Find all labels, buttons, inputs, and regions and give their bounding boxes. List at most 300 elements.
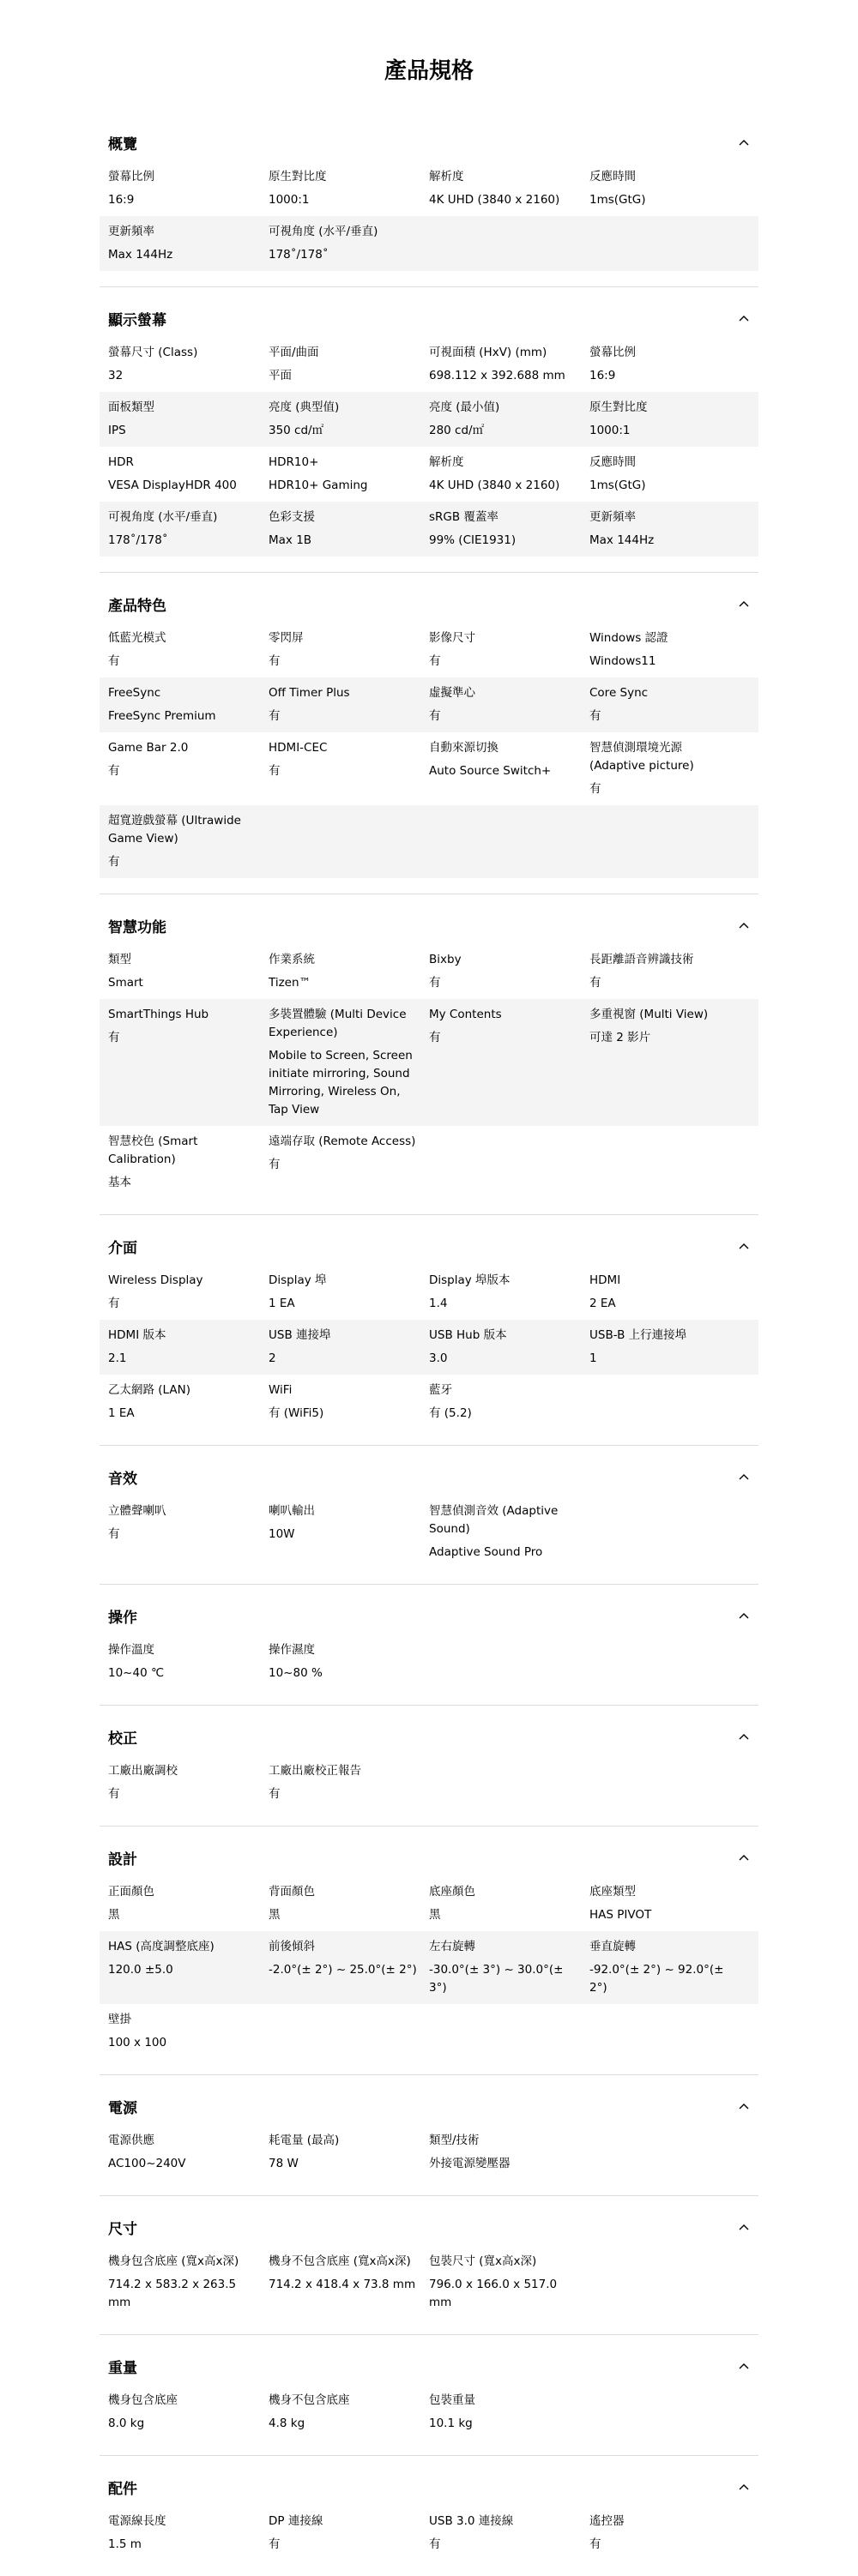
spec-item bbox=[429, 1381, 589, 1423]
spec-label: SmartThings Hub bbox=[108, 1008, 209, 1021]
spec-item bbox=[429, 2132, 589, 2173]
spec-label: 智慧偵測音效 (Adaptive Sound) bbox=[429, 1504, 559, 1536]
spec-item bbox=[269, 2392, 429, 2433]
spec-item bbox=[108, 223, 269, 264]
spec-value: 有 bbox=[108, 1787, 120, 1801]
spec-label: 更新頻率 bbox=[589, 510, 636, 524]
spec-item bbox=[589, 399, 750, 440]
spec-item bbox=[269, 951, 429, 992]
spec-item bbox=[429, 1327, 589, 1368]
spec-value: 1 bbox=[589, 1351, 597, 1365]
spec-section bbox=[100, 1214, 758, 1445]
spec-label: Wireless Display bbox=[108, 1273, 203, 1287]
spec-label: 螢幕尺寸 (Class) bbox=[108, 346, 198, 359]
spec-label: 影像尺寸 bbox=[429, 631, 475, 645]
spec-value: 4.8 kg bbox=[269, 2417, 305, 2430]
spec-value: 有 bbox=[589, 976, 601, 990]
spec-value: 1ms(GtG) bbox=[589, 478, 646, 492]
spec-rows bbox=[100, 337, 758, 572]
chevron-up-icon[interactable] bbox=[738, 919, 750, 931]
section-header[interactable] bbox=[100, 299, 758, 337]
spec-item bbox=[269, 454, 429, 495]
spec-value: 178˚/178˚ bbox=[108, 533, 168, 547]
spec-row bbox=[100, 1320, 758, 1375]
spec-row bbox=[100, 999, 758, 1126]
spec-label: 面板類型 bbox=[108, 400, 154, 414]
section-title: 音效 bbox=[108, 1470, 137, 1488]
spec-rows bbox=[100, 944, 758, 1214]
spec-value: Tizen™ bbox=[269, 976, 311, 990]
spec-item bbox=[108, 344, 269, 385]
spec-value: 有 bbox=[429, 1031, 441, 1044]
spec-item bbox=[108, 1327, 269, 1368]
spec-item bbox=[108, 684, 269, 725]
spec-value: 10W bbox=[269, 1527, 295, 1541]
spec-item bbox=[108, 629, 269, 671]
spec-item bbox=[269, 1381, 429, 1423]
spec-label: 零閃屏 bbox=[269, 631, 304, 645]
spec-value: 有 bbox=[269, 1158, 281, 1171]
spec-rows bbox=[100, 1634, 758, 1705]
spec-value: 178˚/178˚ bbox=[269, 248, 329, 262]
spec-item bbox=[429, 629, 589, 671]
spec-row bbox=[100, 447, 758, 502]
spec-item bbox=[589, 2513, 750, 2554]
spec-value: Max 144Hz bbox=[589, 533, 655, 547]
spec-value: Max 144Hz bbox=[108, 248, 173, 262]
spec-value: Auto Source Switch+ bbox=[429, 764, 552, 778]
spec-item bbox=[429, 344, 589, 385]
spec-item bbox=[108, 739, 269, 798]
chevron-up-icon[interactable] bbox=[738, 2360, 750, 2372]
spec-label: 反應時間 bbox=[589, 455, 636, 469]
spec-section bbox=[100, 1826, 758, 2074]
spec-item bbox=[589, 1327, 750, 1368]
spec-label: 超寬遊戲螢幕 (Ultrawide Game View) bbox=[108, 814, 241, 846]
spec-row bbox=[100, 1496, 758, 1568]
spec-label: 更新頻率 bbox=[108, 225, 154, 238]
spec-rows bbox=[100, 161, 758, 286]
spec-label: 遙控器 bbox=[589, 2514, 625, 2528]
spec-label: 包裝重量 bbox=[429, 2393, 475, 2407]
spec-item bbox=[429, 509, 589, 550]
spec-value: 714.2 x 583.2 x 263.5 mm bbox=[108, 2278, 237, 2309]
spec-value: 黑 bbox=[429, 1908, 441, 1922]
spec-item bbox=[429, 2513, 589, 2554]
spec-value: 1.4 bbox=[429, 1297, 448, 1310]
spec-label: 虛擬準心 bbox=[429, 686, 475, 700]
spec-value: Smart bbox=[108, 976, 143, 990]
spec-item bbox=[429, 1883, 589, 1924]
spec-value: 可達 2 影片 bbox=[589, 1031, 651, 1044]
spec-item bbox=[589, 1006, 750, 1119]
spec-value: VESA DisplayHDR 400 bbox=[108, 478, 237, 492]
spec-row bbox=[100, 732, 758, 805]
chevron-up-icon[interactable] bbox=[738, 136, 750, 148]
spec-row bbox=[100, 1755, 758, 1810]
spec-value: 有 bbox=[429, 2537, 441, 2551]
spec-item bbox=[589, 739, 750, 798]
section-title: 智慧功能 bbox=[108, 918, 166, 936]
spec-label: 多裝置體驗 (Multi Device Experience) bbox=[269, 1008, 407, 1039]
spec-label: 可視面積 (HxV) (mm) bbox=[429, 346, 547, 359]
spec-rows bbox=[100, 2506, 758, 2576]
spec-label: 耗電量 (最高) bbox=[269, 2134, 340, 2147]
spec-sections bbox=[0, 123, 858, 2576]
spec-row bbox=[100, 623, 758, 677]
spec-label: 多重視窗 (Multi View) bbox=[589, 1008, 709, 1021]
spec-section bbox=[100, 1445, 758, 1584]
spec-item bbox=[429, 168, 589, 209]
spec-label: 遠端存取 (Remote Access) bbox=[269, 1135, 416, 1148]
chevron-up-icon[interactable] bbox=[738, 1610, 750, 1622]
spec-item bbox=[269, 509, 429, 550]
spec-rows bbox=[100, 2385, 758, 2455]
spec-value: 外接電源變壓器 bbox=[429, 2157, 511, 2170]
spec-label: Windows 認證 bbox=[589, 631, 668, 645]
section-title: 設計 bbox=[108, 1851, 137, 1869]
spec-label: HDR10+ bbox=[269, 455, 319, 469]
spec-item bbox=[429, 2392, 589, 2433]
section-header[interactable] bbox=[100, 123, 758, 161]
section-header[interactable] bbox=[100, 906, 758, 944]
spec-item bbox=[589, 509, 750, 550]
spec-item bbox=[108, 1762, 269, 1803]
spec-item bbox=[269, 739, 429, 798]
spec-label: 平面/曲面 bbox=[269, 346, 319, 359]
spec-label: sRGB 覆蓋率 bbox=[429, 510, 498, 524]
spec-value: 1ms(GtG) bbox=[589, 193, 646, 207]
spec-value: 黑 bbox=[269, 1908, 281, 1922]
chevron-up-icon[interactable] bbox=[738, 598, 750, 610]
spec-item bbox=[269, 1006, 429, 1119]
spec-label: 作業系統 bbox=[269, 953, 315, 966]
spec-item bbox=[269, 1133, 429, 1192]
spec-item bbox=[108, 399, 269, 440]
spec-item bbox=[589, 1272, 750, 1313]
spec-value: -92.0°(± 2°) ~ 92.0°(± 2°) bbox=[589, 1963, 724, 1995]
spec-value: -2.0°(± 2°) ~ 25.0°(± 2°) bbox=[269, 1963, 417, 1977]
spec-row bbox=[100, 161, 758, 216]
spec-item bbox=[108, 2132, 269, 2173]
spec-section bbox=[100, 2074, 758, 2195]
spec-value: HDR10+ Gaming bbox=[269, 478, 368, 492]
spec-value: 有 bbox=[269, 2537, 281, 2551]
chevron-up-icon[interactable] bbox=[738, 1240, 750, 1252]
spec-label: 低藍光模式 bbox=[108, 631, 166, 645]
spec-value: 10~40 ℃ bbox=[108, 1666, 165, 1680]
spec-label: HDR bbox=[108, 455, 134, 469]
spec-value: Adaptive Sound Pro bbox=[429, 1545, 543, 1559]
spec-rows bbox=[100, 1755, 758, 1826]
spec-label: My Contents bbox=[429, 1008, 502, 1021]
spec-value: 有 (5.2) bbox=[429, 1406, 472, 1420]
spec-item bbox=[108, 1883, 269, 1924]
chevron-up-icon[interactable] bbox=[738, 312, 750, 324]
spec-item bbox=[589, 684, 750, 725]
spec-label: Game Bar 2.0 bbox=[108, 741, 189, 755]
spec-item bbox=[269, 168, 429, 209]
spec-label: USB Hub 版本 bbox=[429, 1328, 507, 1342]
spec-value: 3.0 bbox=[429, 1351, 448, 1365]
spec-value: 有 bbox=[589, 709, 601, 723]
section-header[interactable] bbox=[100, 1839, 758, 1876]
spec-value: 有 bbox=[429, 976, 441, 990]
spec-item bbox=[429, 2253, 589, 2312]
spec-value: 99% (CIE1931) bbox=[429, 533, 517, 547]
spec-item bbox=[429, 399, 589, 440]
spec-item bbox=[589, 454, 750, 495]
spec-value: 有 bbox=[108, 764, 120, 778]
section-title: 操作 bbox=[108, 1609, 137, 1627]
spec-item bbox=[269, 1502, 429, 1562]
spec-item bbox=[108, 1133, 269, 1192]
spec-label: 長距離語音辨識技術 bbox=[589, 953, 694, 966]
chevron-up-icon[interactable] bbox=[738, 1471, 750, 1483]
spec-row bbox=[100, 337, 758, 392]
spec-value: 32 bbox=[108, 369, 124, 382]
spec-value: IPS bbox=[108, 424, 126, 437]
spec-label: 色彩支援 bbox=[269, 510, 315, 524]
spec-label: 亮度 (典型值) bbox=[269, 400, 340, 414]
spec-row bbox=[100, 677, 758, 732]
spec-value: 有 bbox=[589, 782, 601, 796]
spec-section bbox=[100, 286, 758, 572]
section-title: 校正 bbox=[108, 1730, 137, 1748]
page-title: 產品規格 bbox=[384, 58, 474, 84]
spec-section bbox=[100, 2334, 758, 2455]
spec-value: 350 cd/㎡ bbox=[269, 424, 324, 437]
spec-label: 螢幕比例 bbox=[108, 170, 154, 184]
spec-item bbox=[269, 629, 429, 671]
chevron-up-icon[interactable] bbox=[738, 2100, 750, 2112]
section-title: 尺寸 bbox=[108, 2220, 137, 2238]
spec-label: Bixby bbox=[429, 953, 462, 966]
spec-value: 1 EA bbox=[108, 1406, 135, 1420]
spec-value: 100 x 100 bbox=[108, 2036, 167, 2049]
spec-row bbox=[100, 1931, 758, 2004]
spec-rows bbox=[100, 1876, 758, 2074]
spec-label: 類型 bbox=[108, 953, 131, 966]
spec-label: 操作濕度 bbox=[269, 1643, 315, 1657]
spec-section bbox=[100, 1584, 758, 1705]
chevron-up-icon[interactable] bbox=[738, 1730, 750, 1742]
spec-label: 垂直旋轉 bbox=[589, 1940, 636, 1953]
spec-value: 698.112 x 392.688 mm bbox=[429, 369, 565, 382]
spec-label: 背面顏色 bbox=[269, 1885, 315, 1899]
spec-value: 1000:1 bbox=[589, 424, 631, 437]
spec-item bbox=[269, 1938, 429, 1997]
spec-value: 796.0 x 166.0 x 517.0 mm bbox=[429, 2278, 558, 2309]
spec-label: 左右旋轉 bbox=[429, 1940, 475, 1953]
spec-label: 原生對比度 bbox=[589, 400, 648, 414]
spec-item bbox=[429, 684, 589, 725]
spec-value: Mobile to Screen, Screen initiate mirroring, Sound Mirroring, Wireless On, Tap View bbox=[269, 1049, 413, 1116]
spec-label: HAS (高度調整底座) bbox=[108, 1940, 214, 1953]
spec-label: HDMI-CEC bbox=[269, 741, 328, 755]
spec-label: 原生對比度 bbox=[269, 170, 327, 184]
spec-section bbox=[100, 2455, 758, 2576]
spec-label: 反應時間 bbox=[589, 170, 636, 184]
spec-value: 1 EA bbox=[269, 1297, 295, 1310]
spec-item bbox=[429, 1502, 589, 1562]
spec-item bbox=[589, 1938, 750, 1997]
spec-label: 機身包含底座 bbox=[108, 2393, 178, 2407]
spec-item bbox=[269, 223, 429, 264]
section-header[interactable] bbox=[100, 1458, 758, 1496]
spec-label: WiFi bbox=[269, 1383, 293, 1397]
section-header[interactable] bbox=[100, 2347, 758, 2385]
spec-label: 可視角度 (水平/垂直) bbox=[269, 225, 378, 238]
spec-item bbox=[589, 168, 750, 209]
spec-value: 有 bbox=[108, 1297, 120, 1310]
spec-item bbox=[429, 454, 589, 495]
spec-row bbox=[100, 2125, 758, 2180]
spec-value: 黑 bbox=[108, 1908, 120, 1922]
spec-label: 工廠出廠調校 bbox=[108, 1764, 178, 1778]
spec-item bbox=[429, 951, 589, 992]
spec-label: 壁掛 bbox=[108, 2013, 131, 2026]
section-header[interactable] bbox=[100, 1597, 758, 1634]
spec-row bbox=[100, 1876, 758, 1931]
section-header[interactable] bbox=[100, 2468, 758, 2506]
spec-section bbox=[100, 2195, 758, 2334]
section-header[interactable] bbox=[100, 2208, 758, 2246]
spec-label: 可視角度 (水平/垂直) bbox=[108, 510, 218, 524]
spec-value: -30.0°(± 3°) ~ 30.0°(± 3°) bbox=[429, 1963, 564, 1995]
spec-label: 底座類型 bbox=[589, 1885, 636, 1899]
spec-row bbox=[100, 1126, 758, 1199]
spec-value: 有 (WiFi5) bbox=[269, 1406, 324, 1420]
section-title: 產品特色 bbox=[108, 597, 166, 615]
spec-item bbox=[269, 1883, 429, 1924]
section-header[interactable] bbox=[100, 2087, 758, 2125]
spec-label: 電源供應 bbox=[108, 2134, 154, 2147]
section-header[interactable] bbox=[100, 1718, 758, 1755]
spec-value: Max 1B bbox=[269, 533, 312, 547]
section-header[interactable] bbox=[100, 585, 758, 623]
spec-item bbox=[269, 1327, 429, 1368]
spec-item bbox=[589, 344, 750, 385]
spec-row bbox=[100, 392, 758, 447]
section-title: 顯示螢幕 bbox=[108, 311, 166, 329]
spec-item bbox=[108, 1641, 269, 1682]
spec-value: 2 bbox=[269, 1351, 276, 1365]
spec-value: 2 EA bbox=[589, 1297, 616, 1310]
chevron-up-icon[interactable] bbox=[738, 2481, 750, 2493]
spec-row bbox=[100, 216, 758, 271]
spec-value: 有 bbox=[589, 2537, 601, 2551]
spec-item bbox=[269, 1762, 429, 1803]
spec-value: 120.0 ±5.0 bbox=[108, 1963, 173, 1977]
spec-label: 解析度 bbox=[429, 170, 464, 184]
spec-label: Core Sync bbox=[589, 686, 649, 700]
spec-value: 10~80 % bbox=[269, 1666, 323, 1680]
chevron-up-icon[interactable] bbox=[738, 2221, 750, 2233]
spec-label: Off Timer Plus bbox=[269, 686, 350, 700]
spec-label: 機身包含底座 (寬x高x深) bbox=[108, 2254, 239, 2268]
spec-section bbox=[100, 1705, 758, 1826]
spec-label: 電源線長度 bbox=[108, 2514, 166, 2528]
spec-item bbox=[269, 1641, 429, 1682]
spec-item bbox=[269, 399, 429, 440]
spec-label: DP 連接線 bbox=[269, 2514, 323, 2528]
spec-item bbox=[108, 951, 269, 992]
spec-label: HDMI bbox=[589, 1273, 621, 1287]
spec-rows bbox=[100, 1265, 758, 1445]
spec-item bbox=[108, 1938, 269, 1997]
spec-item bbox=[269, 344, 429, 385]
spec-value: 10.1 kg bbox=[429, 2417, 473, 2430]
spec-row bbox=[100, 805, 758, 878]
spec-label: USB 3.0 連接線 bbox=[429, 2514, 514, 2528]
spec-label: 底座顏色 bbox=[429, 1885, 475, 1899]
spec-label: 自動來源切換 bbox=[429, 741, 498, 755]
spec-item bbox=[108, 1502, 269, 1562]
spec-label: 立體聲喇叭 bbox=[108, 1504, 166, 1518]
section-title: 概覽 bbox=[108, 135, 137, 153]
spec-value: 有 bbox=[269, 709, 281, 723]
spec-label: HDMI 版本 bbox=[108, 1328, 166, 1342]
spec-label: 智慧校色 (Smart Calibration) bbox=[108, 1135, 198, 1166]
spec-label: 智慧偵測環境光源 (Adaptive picture) bbox=[589, 741, 694, 773]
spec-value: 1.5 m bbox=[108, 2537, 142, 2551]
spec-label: USB-B 上行連接埠 bbox=[589, 1328, 687, 1342]
spec-label: 前後傾斜 bbox=[269, 1940, 315, 1953]
spec-value: 有 bbox=[429, 654, 441, 668]
spec-value: 有 bbox=[108, 654, 120, 668]
spec-item bbox=[589, 951, 750, 992]
spec-row bbox=[100, 2246, 758, 2319]
spec-value: 1000:1 bbox=[269, 193, 310, 207]
spec-value: 基本 bbox=[108, 1176, 131, 1189]
spec-value: 16:9 bbox=[108, 193, 135, 207]
spec-item bbox=[589, 629, 750, 671]
chevron-up-icon[interactable] bbox=[738, 1851, 750, 1863]
spec-value: HAS PIVOT bbox=[589, 1908, 652, 1922]
section-title: 重量 bbox=[108, 2359, 137, 2377]
spec-value: 有 bbox=[108, 1031, 120, 1044]
spec-row bbox=[100, 1375, 758, 1429]
spec-value: 有 bbox=[108, 1527, 120, 1541]
spec-label: 螢幕比例 bbox=[589, 346, 636, 359]
spec-row bbox=[100, 2506, 758, 2561]
spec-label: Display 埠版本 bbox=[429, 1273, 511, 1287]
spec-item bbox=[269, 1272, 429, 1313]
section-header[interactable] bbox=[100, 1227, 758, 1265]
spec-item bbox=[269, 2253, 429, 2312]
spec-item bbox=[429, 739, 589, 798]
spec-row bbox=[100, 1634, 758, 1689]
spec-row bbox=[100, 2004, 758, 2059]
section-title: 配件 bbox=[108, 2480, 137, 2498]
spec-item bbox=[108, 509, 269, 550]
spec-item bbox=[108, 2011, 269, 2052]
spec-value: 有 bbox=[429, 709, 441, 723]
spec-label: 類型/技術 bbox=[429, 2134, 480, 2147]
spec-item bbox=[108, 454, 269, 495]
spec-item bbox=[108, 2513, 269, 2554]
spec-value: 280 cd/㎡ bbox=[429, 424, 485, 437]
spec-value: 有 bbox=[269, 1787, 281, 1801]
spec-label: 乙太網路 (LAN) bbox=[108, 1383, 190, 1397]
section-title: 電源 bbox=[108, 2099, 137, 2117]
spec-value: 714.2 x 418.4 x 73.8 mm bbox=[269, 2278, 416, 2291]
spec-item bbox=[269, 2513, 429, 2554]
spec-value: 2.1 bbox=[108, 1351, 127, 1365]
spec-rows bbox=[100, 1496, 758, 1584]
spec-value: 有 bbox=[108, 855, 120, 869]
